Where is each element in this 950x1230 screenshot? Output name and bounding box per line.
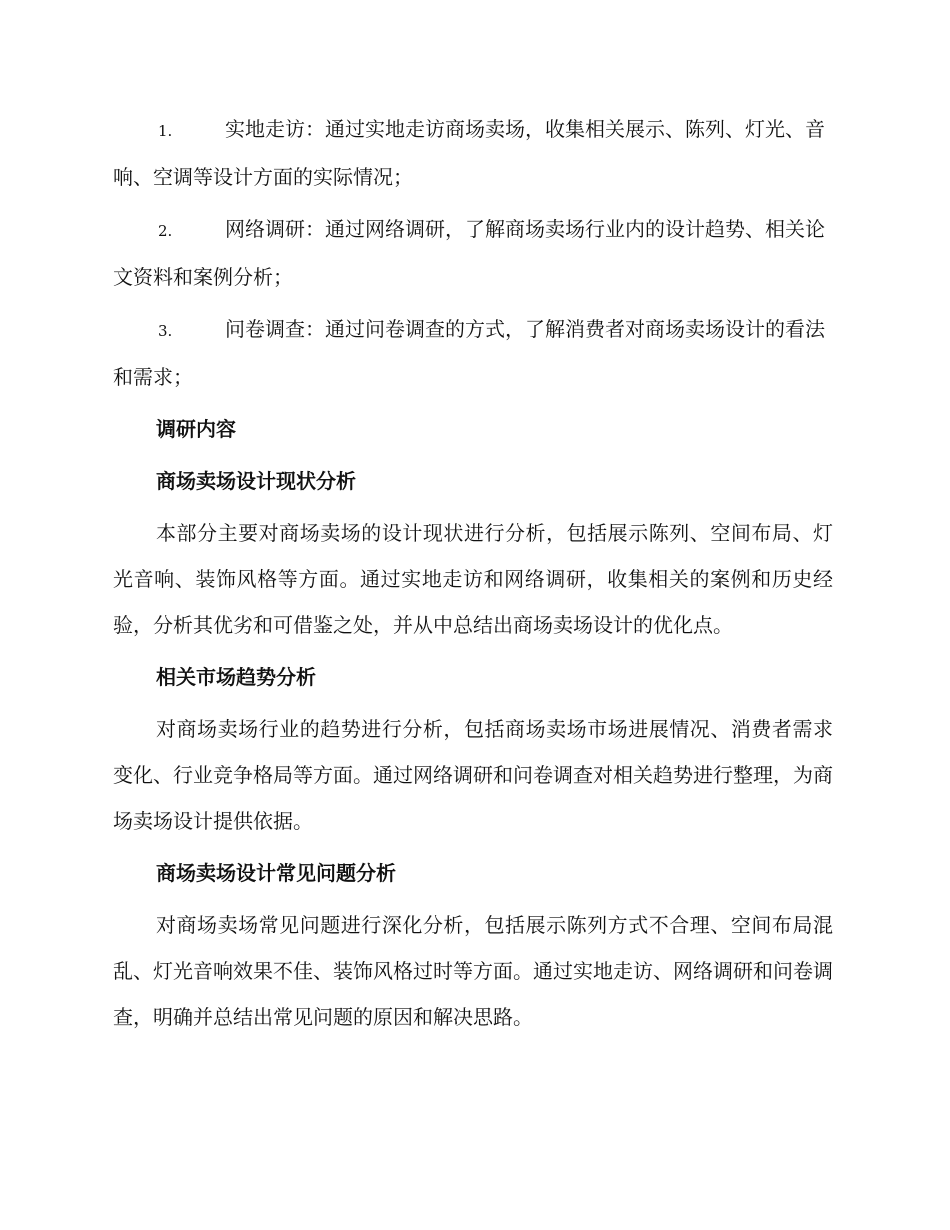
- list-number: 3.: [158, 322, 173, 340]
- paragraph: 对商场卖场常见问题进行深化分析，包括展示陈列方式不合理、空间布局混乱、灯光音响效果不佳、装饰风格过时等方面。通过实地走访、网络调研和问卷调查，明确并总结出常见问题的原因和解决思路。: [113, 913, 833, 1029]
- list-number: 1.: [158, 122, 173, 140]
- list-text: 问卷调查：通过问卷调查的方式，了解消费者对商场卖场设计的看法和需求；: [113, 317, 825, 389]
- list-text: 实地走访：通过实地走访商场卖场，收集相关展示、陈列、灯光、音响、空调等设计方面的实际情况；: [113, 117, 825, 189]
- subsection-heading: 相关市场趋势分析: [156, 665, 316, 689]
- section-heading: 调研内容: [156, 417, 236, 441]
- list-text: 网络调研：通过网络调研，了解商场卖场行业内的设计趋势、相关论文资料和案例分析；: [113, 217, 825, 289]
- document-content: [113, 106, 833, 1046]
- list-item: [113, 306, 833, 400]
- subsection-heading: 商场卖场设计现状分析: [156, 469, 356, 493]
- paragraph: 本部分主要对商场卖场的设计现状进行分析，包括展示陈列、空间布局、灯光音响、装饰风格等方面。通过实地走访和网络调研，收集相关的案例和历史经验，分析其优劣和可借鉴之处，并从中总结出商场卖场设计的优化点。: [113, 521, 833, 637]
- list-item: [113, 106, 833, 200]
- paragraph: 对商场卖场行业的趋势进行分析，包括商场卖场市场进展情况、消费者需求变化、行业竞争格局等方面。通过网络调研和问卷调查对相关趋势进行整理，为商场卖场设计提供依据。: [113, 717, 833, 833]
- list-number: 2.: [158, 222, 173, 240]
- subsection-heading: 商场卖场设计常见问题分析: [156, 861, 396, 885]
- list-item: [113, 206, 833, 300]
